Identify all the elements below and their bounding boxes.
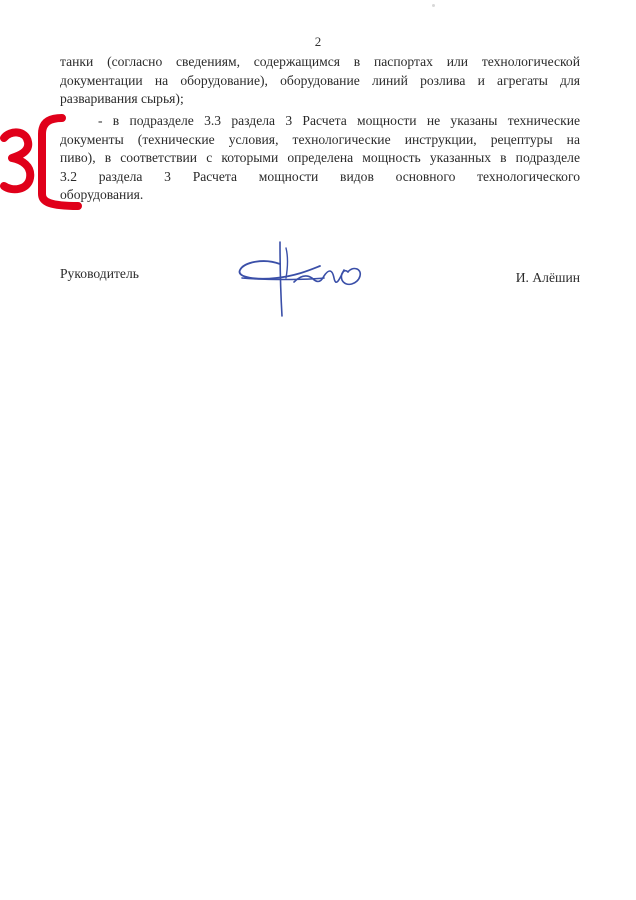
scan-speck	[432, 4, 435, 7]
red-margin-annotation	[0, 108, 90, 212]
handwritten-signature	[236, 238, 396, 318]
signatory-title: Руководитель	[60, 266, 139, 281]
text-line: оборудования.	[60, 187, 144, 203]
text-line: документации на оборудование), оборудование линий розлива и агрегаты для	[60, 72, 580, 88]
paragraph-equipment	[60, 53, 580, 109]
text-line-indented	[60, 112, 580, 131]
page-number: 2	[314, 34, 322, 49]
text-line: разваривания сырья);	[60, 91, 184, 107]
signatory-name: И. Алёшин	[515, 270, 580, 285]
text-line-content: - в подразделе 3.3 раздела 3 Расчета мощности не указаны технические	[98, 113, 580, 128]
signature-block	[60, 262, 580, 322]
text-line: танки (согласно сведениям, содержащимся в паспортах или технологической	[60, 54, 580, 69]
text-line: пиво), в соответствии с которыми определена мощность указанных в подразделе	[60, 150, 580, 166]
text-line: документы (технические условия, технологические инструкции, рецептуры на	[60, 131, 580, 147]
text-line: 3.2 раздела 3 Расчета мощности видов основного технологического	[60, 168, 580, 184]
paragraph-technical-documents	[60, 112, 580, 205]
